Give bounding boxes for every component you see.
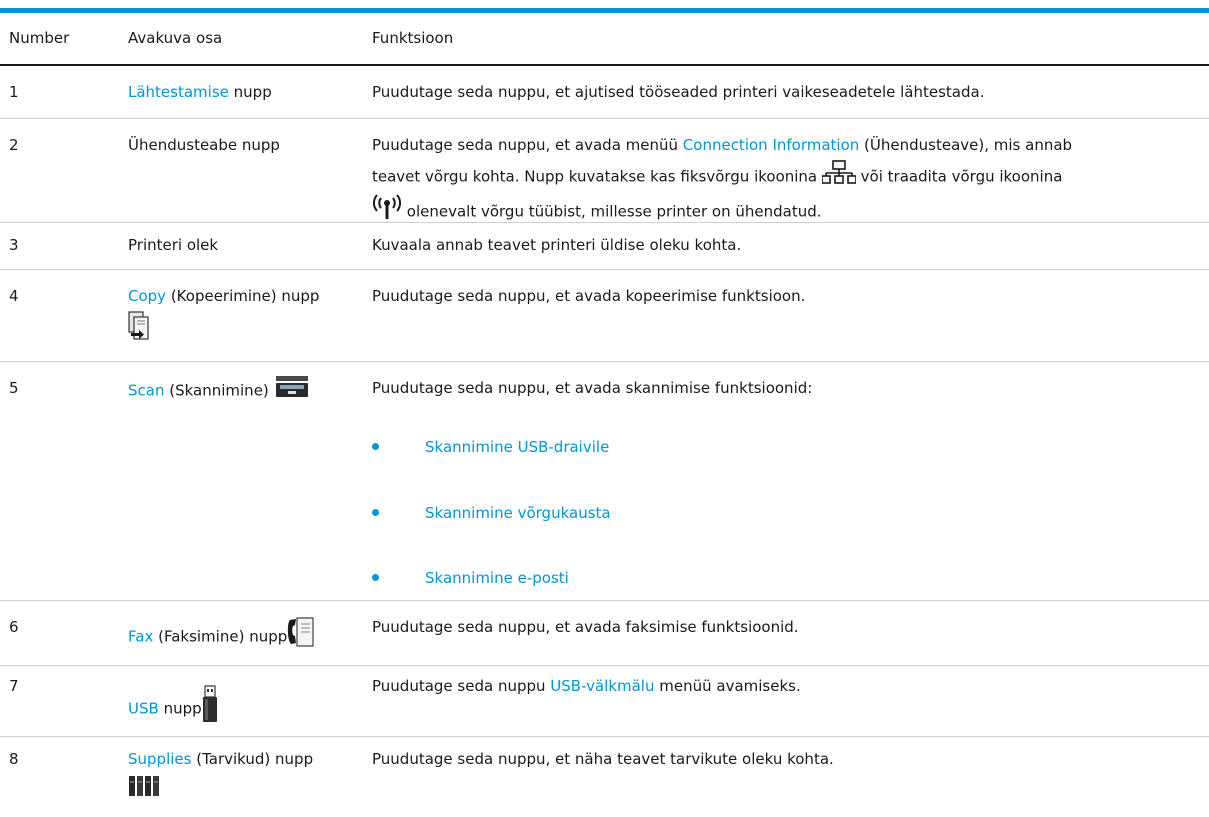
row-function: Puudutage seda nuppu, et avada skannimise funktsioonid: [372, 379, 813, 397]
usb-flash-link[interactable]: USB-välkmälu [550, 677, 655, 695]
row-part: Printeri olek [128, 236, 219, 254]
fax-icon [287, 616, 315, 658]
table-row [0, 361, 1209, 601]
row-number: 4 [9, 287, 19, 305]
row-number: 1 [9, 83, 19, 101]
supplies-link[interactable]: Supplies [128, 750, 192, 768]
bullet-icon [372, 443, 379, 450]
row-number: 6 [9, 618, 19, 636]
fax-link[interactable]: Fax [128, 627, 154, 646]
header-part: Avakuva osa [128, 29, 223, 47]
table-row [0, 600, 1209, 666]
table-row [0, 665, 1209, 737]
row-function: Puudutage seda nuppu, et näha teavet tarvikute oleku kohta. [372, 750, 834, 768]
row-part: Copy (Kopeerimine) nupp [128, 281, 319, 351]
row-part: Scan (Skannimine) [128, 373, 310, 409]
row-part: USB nupp [128, 685, 218, 733]
row-number: 7 [9, 677, 19, 695]
bullet-icon [372, 509, 379, 516]
usb-icon [202, 685, 218, 733]
row-function: Puudutage seda nuppu, et avada kopeerimise funktsioon. [372, 287, 806, 305]
table-row [0, 222, 1209, 270]
scan-email-link[interactable]: Skannimine e-posti [425, 569, 569, 587]
table-row [0, 118, 1209, 223]
header-function: Funktsioon [372, 29, 454, 47]
row-part: Lähtestamise nupp [128, 83, 272, 101]
table-header [0, 13, 1209, 66]
copy-link[interactable]: Copy [128, 287, 167, 305]
row-function: Puudutage seda nuppu, et avada menüü Connection Information (Ühendusteave), mis annab teavet võrgu kohta. Nupp kuvatakse kas fiksvõrgu ikoonina või traadita võrgu ikoonina olenevalt võrgu tüübist, millesse printer on ühendatud. [372, 130, 1197, 230]
row-part: Ühendusteabe nupp [128, 136, 280, 154]
header-number: Number [9, 29, 70, 47]
table-row [0, 66, 1209, 119]
scan-icon [274, 373, 310, 409]
supplies-icon [128, 774, 162, 808]
row-number: 3 [9, 236, 19, 254]
connection-information-link[interactable]: Connection Information [682, 136, 860, 154]
row-number: 8 [9, 750, 19, 768]
wired-network-icon [822, 160, 856, 194]
row-part: Fax (Faksimine) nupp [128, 616, 315, 658]
row-number: 2 [9, 136, 19, 154]
bullet-icon [372, 574, 379, 581]
scan-network-folder-link[interactable]: Skannimine võrgukausta [425, 504, 611, 522]
table-row [0, 736, 1209, 816]
reset-link[interactable]: Lähtestamise [128, 83, 229, 101]
row-function: Kuvaala annab teavet printeri üldise oleku kohta. [372, 236, 742, 254]
row-function: Puudutage seda nuppu USB-välkmälu menüü avamiseks. [372, 677, 801, 695]
row-function: Puudutage seda nuppu, et ajutised tööseaded printeri vaikeseadetele lähtestada. [372, 83, 985, 101]
scan-usb-link[interactable]: Skannimine USB-draivile [425, 438, 610, 456]
copy-icon [128, 311, 150, 351]
row-part: Supplies (Tarvikud) nupp [128, 744, 313, 808]
row-number: 5 [9, 379, 19, 397]
usb-link[interactable]: USB [128, 699, 159, 718]
row-function: Puudutage seda nuppu, et avada faksimise funktsioonid. [372, 618, 799, 636]
scan-link[interactable]: Scan [128, 381, 165, 400]
table-row [0, 269, 1209, 362]
